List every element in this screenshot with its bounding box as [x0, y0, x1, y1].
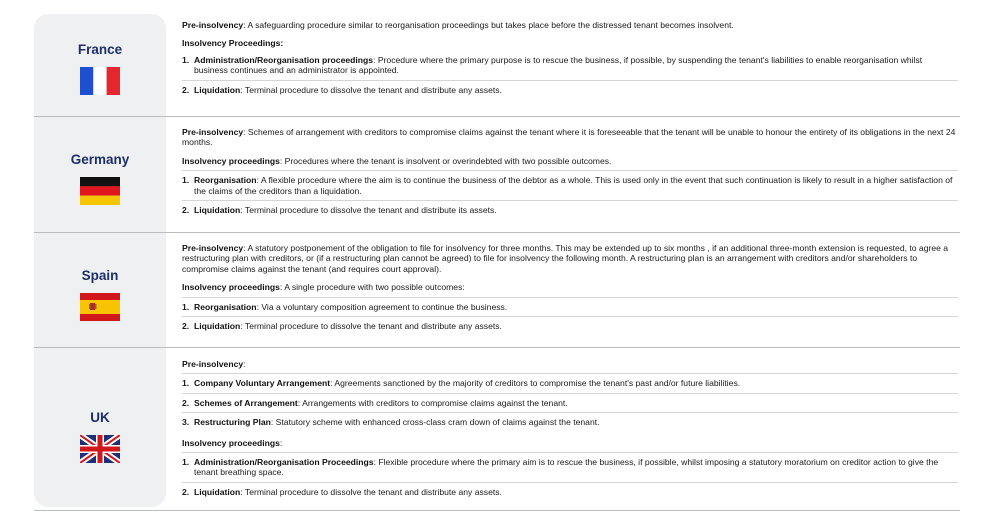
- list-item: 2. Liquidation: Terminal procedure to dissolve the tenant and distribute any assets.: [182, 486, 502, 497]
- item-divider: [182, 482, 958, 483]
- item-divider: [182, 393, 958, 394]
- germany-content: [182, 127, 958, 215]
- item-divider: [182, 170, 958, 171]
- item-divider: [182, 373, 958, 374]
- row-separator: [34, 116, 960, 117]
- list-item: 3. Restructuring Plan: Statutory scheme with enhanced cross-class cram down of claims against the tenant.: [182, 417, 600, 428]
- list-item: 1. Company Voluntary Arrangement: Agreements sanctioned by the majority of creditors to compromise the tenant's past and/or future liabilities.: [182, 378, 741, 389]
- list-item: 2. Liquidation: Terminal procedure to dissolve the tenant and distribute any assets.: [182, 84, 502, 95]
- country-uk: [34, 410, 166, 463]
- table-bottom-rule: [34, 510, 960, 511]
- item-divider: [182, 200, 958, 201]
- item-divider: [182, 297, 958, 298]
- insolvency-comparison-table: [34, 14, 960, 519]
- germany-flag-icon: [80, 177, 120, 205]
- row-separator: [34, 347, 960, 348]
- list-item: 1. Reorganisation: A flexible procedure where the aim is to continue the business of the debtor as a whole. This is used only in the event that such continuation is likely to result in a higher satisfaction of the claims of the creditors than a liquidation.: [182, 175, 953, 196]
- list-item: 1. Administration/Reorganisation Proceedings: Flexible procedure where the primary aim is to rescue the business, if possible, whilst imposing a statutory moratorium on creditor action to give the tenant breathing space.: [182, 457, 939, 478]
- list-item: 2. Schemes of Arrangement: Arrangements with creditors to compromise claims against the tenant.: [182, 397, 568, 408]
- country-name: Germany: [70, 152, 130, 167]
- insolvency-proceedings-heading: Insolvency proceedings:: [182, 437, 283, 448]
- pre-insolvency-paragraph: Pre-insolvency: Schemes of arrangement with creditors to compromise claims against the tenant where it is foreseeable that the tenant will be unable to honour the entirety of its obligations in the next 24 months.: [182, 127, 956, 148]
- country-name: UK: [90, 410, 110, 425]
- list-item: 2. Liquidation: Terminal procedure to dissolve the tenant and distribute any assets.: [182, 321, 502, 332]
- insolvency-proceedings-paragraph: Insolvency proceedings: Procedures where the tenant is insolvent or overindebted with two possible outcomes.: [182, 155, 612, 166]
- spain-content: [182, 243, 958, 331]
- country-spain: [34, 268, 166, 321]
- country-name: Spain: [81, 268, 119, 283]
- insolvency-proceedings-paragraph: Insolvency proceedings: A single procedure with two possible outcomes:: [182, 282, 465, 293]
- country-germany: [34, 152, 166, 205]
- list-item: 2. Liquidation: Terminal procedure to dissolve the tenant and distribute its assets.: [182, 205, 497, 216]
- uk-flag-icon: [80, 435, 120, 463]
- insolvency-proceedings-heading: Insolvency Proceedings:: [182, 38, 284, 49]
- list-item: 1. Administration/Reorganisation proceedings: Procedure where the primary purpose is to rescue the business, if possible, by suspending the tenant's liabilities to enable reorganisation whilst business continues and an administrator is appointed.: [182, 54, 923, 76]
- pre-insolvency-heading: Pre-insolvency:: [182, 359, 246, 369]
- item-divider: [182, 316, 958, 317]
- uk-content: [182, 359, 958, 497]
- item-divider: [182, 80, 958, 81]
- france-flag-icon: [80, 67, 120, 95]
- item-divider: [182, 412, 958, 413]
- item-divider: [182, 452, 958, 453]
- pre-insolvency-paragraph: Pre-insolvency: A statutory postponement of the obligation to file for insolvency for three months. This may be extended up to six months , if an additional three-month extension is requested, to agree a restructuring plan with creditors, or (if a restructuring plan cannot be agreed) to file for insolvency the following month. A restructuring plan is an arrangement with creditors and/or shareholders to compromise claims against the tenant (and requires court approval).: [182, 243, 949, 274]
- spain-flag-icon: [80, 293, 120, 321]
- country-france: [34, 42, 166, 95]
- row-separator: [34, 232, 960, 233]
- pre-insolvency-paragraph: Pre-insolvency: A safeguarding procedure similar to reorganisation proceedings but takes place before the distressed tenant becomes insolvent.: [182, 20, 734, 30]
- france-content: [182, 20, 958, 95]
- country-name: France: [77, 42, 123, 57]
- list-item: 1. Reorganisation: Via a voluntary composition agreement to continue the business.: [182, 301, 508, 312]
